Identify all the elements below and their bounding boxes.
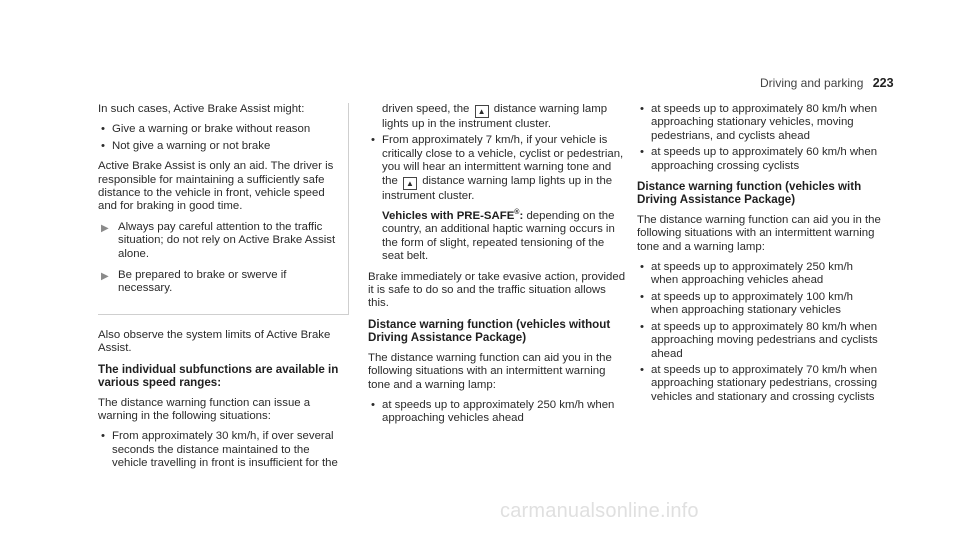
column-1 (98, 103, 348, 478)
intro-paragraph: The distance warning function can issue a warning in the following situations: (98, 396, 311, 422)
text-part: driven speed, the (382, 103, 470, 115)
box-bullet-list (98, 123, 340, 153)
list-item (368, 134, 628, 203)
instruction-2 (98, 269, 340, 296)
triangle-right-icon: ▶ (101, 271, 109, 283)
registered-mark: ® (514, 209, 520, 217)
list-item: • at speeds up to approximately 250 km/h when approaching vehicles ahead (368, 399, 628, 426)
instruction-text: Always pay careful attention to the traffic situation; do not rely on Active Brake Assist alone. (118, 220, 336, 260)
text-part: distance warning lamp lights up in the instrument cluster. (382, 174, 613, 202)
list-item: • at speeds up to approximately 250 km/h when approaching vehicles ahead (637, 261, 882, 288)
presafe-paragraph (368, 210, 628, 264)
watermark: carmanualsonline.info (500, 500, 699, 522)
bullet-list (368, 399, 628, 426)
column-2 (368, 103, 628, 433)
presafe-text: depending on the country, an additional haptic warning occurs in the form of slight, repeated tensioning of the seat belt. (382, 210, 615, 263)
list-item: • at speeds up to approximately 80 km/h when approaching stationary vehicles, moving pedestrians, and cyclists ahead (637, 103, 882, 143)
instruction-text: Be prepared to brake or swerve if necessary. (118, 269, 287, 295)
instruction-1 (98, 221, 340, 261)
text-part: From approximately 7 km/h, if your vehicle is critically close to a vehicle, cyclist or pedestrian, you will hear an intermittent warning tone and the (382, 134, 624, 187)
presafe-label: Vehicles with PRE-SAFE (382, 210, 515, 223)
text-part: distance warning lamp lights up in the instrument cluster. (382, 103, 608, 130)
limits-paragraph: Also observe the system limits of Active Brake Assist. (98, 328, 331, 355)
presafe-colon: : (519, 210, 524, 223)
box-intro: In such cases, Active Brake Assist might: (98, 103, 305, 115)
bullet-list-top (637, 103, 882, 173)
bullet-list (368, 134, 628, 203)
page-number: 223 (872, 76, 894, 90)
section-heading: Distance warning function (vehicles with Driving Assistance Package) (637, 180, 862, 207)
list-item: • at speeds up to approximately 80 km/h when approaching moving pedestrians and cyclists ahead (637, 321, 882, 361)
intro-paragraph: The distance warning function can aid you in the following situations with an intermittent warning tone and a warning lamp: (368, 351, 612, 391)
distance-warning-lamp-icon: ▲ (403, 177, 417, 190)
bullet-list (637, 261, 882, 404)
section-title: Driving and parking (760, 76, 864, 90)
brake-paragraph: Brake immediately or take evasive action, provided it is safe to do so and the traffic situation allows this. (368, 270, 626, 310)
list-item: • Not give a warning or not brake (98, 140, 340, 153)
list-item: • at speeds up to approximately 100 km/h when approaching stationary vehicles (637, 291, 882, 318)
triangle-right-icon: ▶ (101, 222, 109, 234)
continued-bullet (368, 103, 628, 131)
list-item: • at speeds up to approximately 60 km/h when approaching crossing cyclists (637, 146, 882, 173)
warning-box (98, 103, 349, 315)
intro-paragraph: The distance warning function can aid you in the following situations with an intermittent warning tone and a warning lamp: (637, 213, 881, 253)
distance-warning-lamp-icon: ▲ (475, 105, 489, 118)
list-item: • From approximately 30 km/h, if over several seconds the distance maintained to the vehicle travelling in front is insufficient for the (98, 430, 348, 470)
list-item: • at speeds up to approximately 70 km/h when approaching stationary pedestrians, crossing vehicles and stationary and crossing cyclists (637, 364, 882, 404)
page-header (760, 77, 900, 90)
section-heading: Distance warning function (vehicles without Driving Assistance Package) (368, 317, 611, 345)
column-3 (637, 103, 882, 411)
box-paragraph: Active Brake Assist is only an aid. The driver is responsible for maintaining a sufficiently safe distance to the vehicle in front, vehicle speed and for braking in good time. (98, 160, 334, 213)
list-item: • Give a warning or brake without reason (98, 123, 340, 136)
section-heading: The individual subfunctions are available in various speed ranges: (98, 362, 339, 390)
bullet-list (98, 430, 348, 470)
